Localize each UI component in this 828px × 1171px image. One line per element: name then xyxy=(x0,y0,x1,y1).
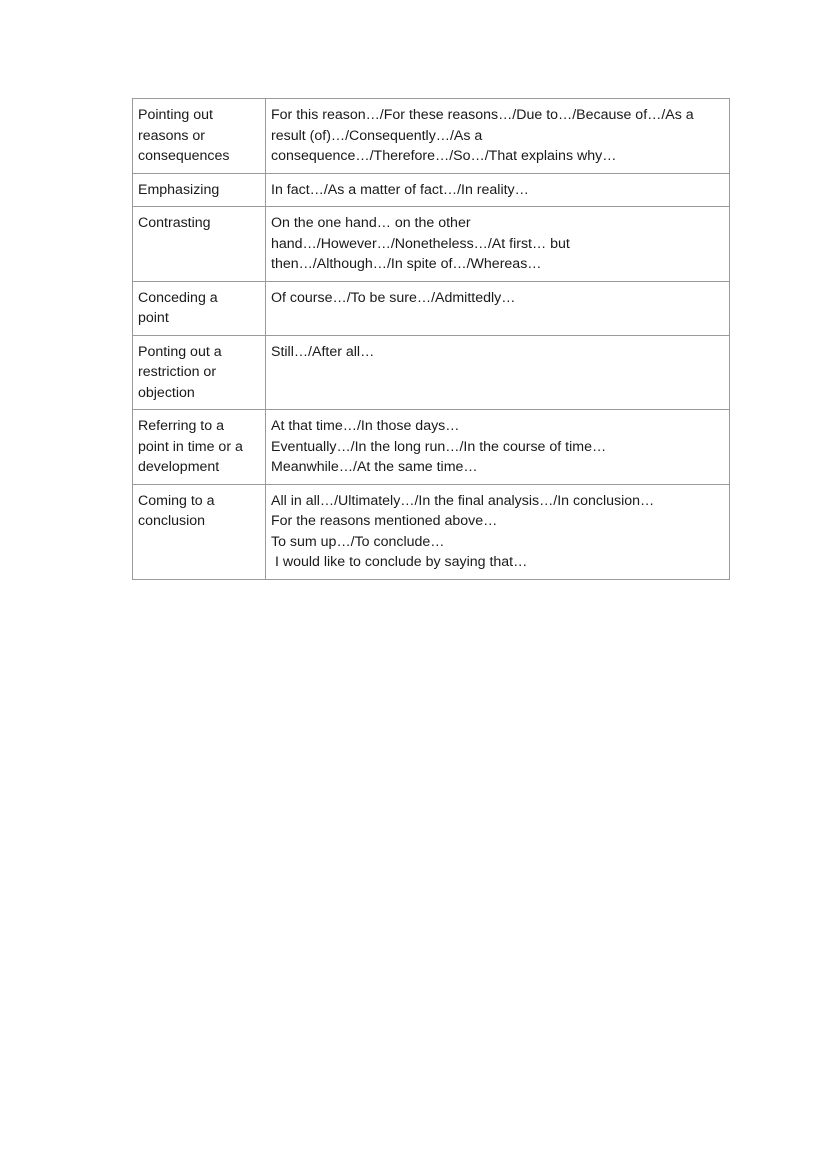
phrases-table xyxy=(132,98,730,580)
phrase-text: then…/Although…/In spite of…/Whereas… xyxy=(271,256,542,272)
function-text: restriction or xyxy=(138,364,217,380)
table-row xyxy=(133,281,730,335)
function-text: Contrasting xyxy=(138,215,211,231)
phrase-text: Eventually…/In the long run…/In the course of time… xyxy=(271,438,607,455)
phrase-text: Meanwhile…/At the same time… xyxy=(271,459,478,475)
function-text: objection xyxy=(138,384,195,401)
table-row xyxy=(133,99,730,174)
phrase-text: consequence…/Therefore…/So…/That explains why… xyxy=(271,148,617,164)
phrase-text: hand…/However…/Nonetheless…/At first… but xyxy=(271,235,570,252)
function-cell xyxy=(133,207,266,282)
function-text: Conceding a xyxy=(138,289,218,306)
function-text: Coming to a xyxy=(138,492,215,509)
phrases-cell xyxy=(266,335,730,410)
function-cell xyxy=(133,99,266,174)
phrase-text: For the reasons mentioned above… xyxy=(271,513,498,529)
function-text: Emphasizing xyxy=(138,181,220,198)
phrase-text: For this reason…/For these reasons…/Due to…/Because of…/As a xyxy=(271,107,694,123)
phrases-cell xyxy=(266,281,730,335)
table-row xyxy=(133,173,730,207)
phrase-text: At that time…/In those days… xyxy=(271,418,460,434)
phrases-cell xyxy=(266,410,730,485)
function-cell xyxy=(133,335,266,410)
phrase-text: Of course…/To be sure…/Admittedly… xyxy=(271,289,516,306)
function-text: Referring to a xyxy=(138,418,224,434)
function-text: point xyxy=(138,310,169,326)
function-cell xyxy=(133,173,266,207)
function-text: point in time or a xyxy=(138,438,243,455)
function-text: consequences xyxy=(138,148,230,164)
phrases-cell xyxy=(266,207,730,282)
function-cell xyxy=(133,410,266,485)
table-row xyxy=(133,207,730,282)
table-row xyxy=(133,484,730,579)
function-text: reasons or xyxy=(138,127,206,144)
phrase-text: I would like to conclude by saying that… xyxy=(271,554,528,570)
phrase-text: On the one hand… on the other xyxy=(271,215,471,231)
table-row xyxy=(133,410,730,485)
phrases-cell xyxy=(266,484,730,579)
phrase-text: To sum up…/To conclude… xyxy=(271,533,445,550)
function-cell xyxy=(133,484,266,579)
function-text: Pointing out xyxy=(138,107,213,123)
phrase-text: In fact…/As a matter of fact…/In reality… xyxy=(271,181,529,198)
phrases-cell xyxy=(266,99,730,174)
phrases-cell xyxy=(266,173,730,207)
table-row xyxy=(133,335,730,410)
function-cell xyxy=(133,281,266,335)
function-text: conclusion xyxy=(138,513,206,529)
function-text: development xyxy=(138,459,220,475)
phrase-text: All in all…/Ultimately…/In the final analysis…/In conclusion… xyxy=(271,492,655,509)
phrase-text: result (of)…/Consequently…/As a xyxy=(271,127,483,144)
phrase-text: Still…/After all… xyxy=(271,343,375,360)
function-text: Ponting out a xyxy=(138,343,222,360)
